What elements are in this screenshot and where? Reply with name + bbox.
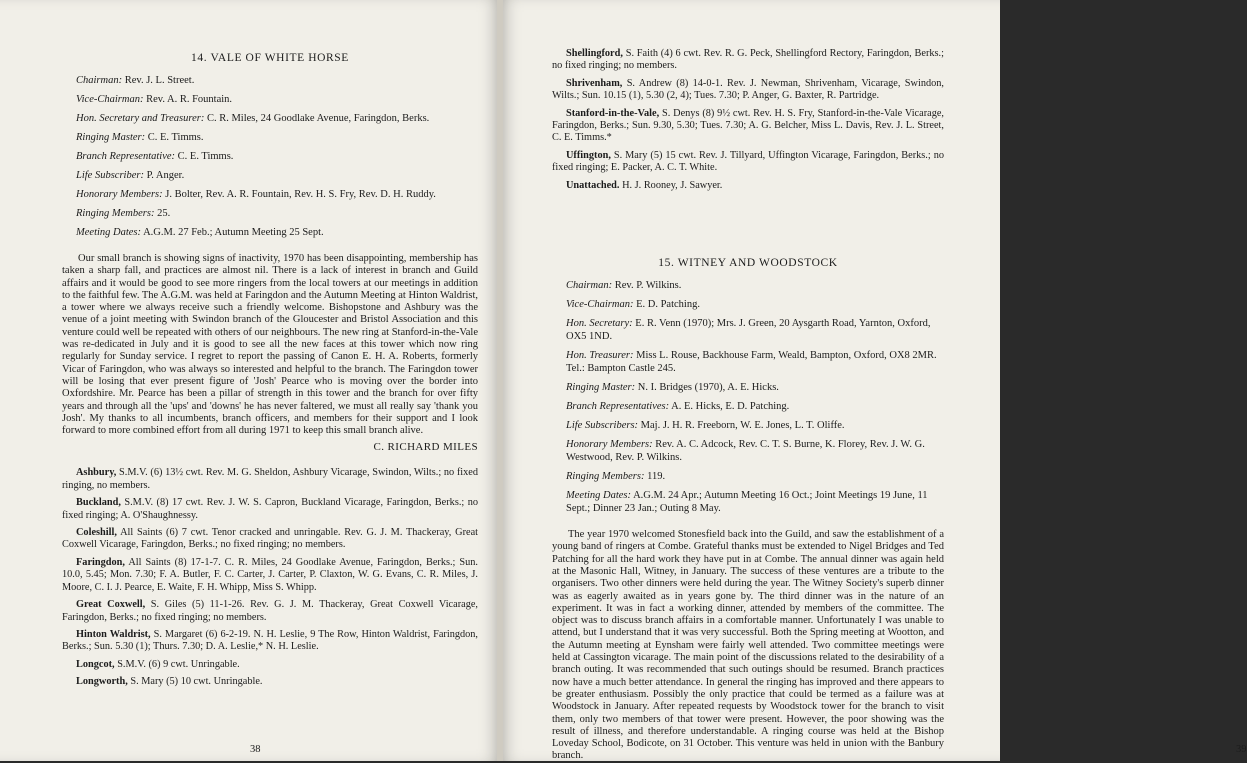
tower-list bbox=[62, 467, 478, 688]
tower-entry: Great Coxwell, S. Giles (5) 11-1-26. Rev. G. J. M. Thackeray, Great Coxwell Vicarage, Faringdon, Berks.; no fixed ringing; no members. bbox=[62, 599, 478, 623]
officer-row: Ringing Members: 119. bbox=[566, 471, 666, 483]
officer-row: Ringing Members: 25. bbox=[76, 208, 171, 219]
tower-entry: Shrivenham, S. Andrew (8) 14-0-1. Rev. J. Newman, Shrivenham, Vicarage, Swindon, Wilts.; Sun. 10.15 (1), 5.30 (2, 4); Tues. 7.30; P. Anger, G. Baxter, R. Partridge. bbox=[552, 77, 944, 102]
officer-row: Meeting Dates: A.G.M. 27 Feb.; Autumn Meeting 25 Sept. bbox=[76, 227, 324, 238]
officer-row: Meeting Dates: A.G.M. 24 Apr.; Autumn Meeting 16 Oct.; Joint Meetings 19 June, 11 Sept.; Dinner 23 Jan.; Outing 8 May. bbox=[566, 490, 928, 515]
officer-row: Ringing Master: N. I. Bridges (1970), A. E. Hicks. bbox=[566, 382, 779, 394]
branch-heading: 15. WITNEY AND WOODSTOCK bbox=[658, 257, 838, 270]
officer-row: Chairman: Rev. P. Wilkins. bbox=[566, 280, 682, 292]
officer-row: Branch Representative: C. E. Timms. bbox=[76, 151, 234, 162]
tower-entry: Coleshill, All Saints (6) 7 cwt. Tenor cracked and unringable. Rev. G. J. M. Thackeray, Great Coxwell Vicarage, Faringdon, Berks.; no fixed ringing; no members. bbox=[62, 527, 478, 551]
tower-entry: Longworth, S. Mary (5) 10 cwt. Unringable. bbox=[76, 676, 263, 688]
page-number: 39 bbox=[1236, 744, 1247, 755]
officer-row: Honorary Members: Rev. A. C. Adcock, Rev. C. T. S. Burne, K. Florey, Rev. J. W. G. Westwood, Rev. P. Wilkins. bbox=[566, 439, 925, 464]
branch-heading: 14. VALE OF WHITE HORSE bbox=[191, 52, 349, 64]
branch-report: Our small branch is showing signs of inactivity, 1970 has been disappointing, membership has taken a sharp fall, and practices are almost nil. There is a lack of interest in branch and Guild affairs and it would be good to see more ringers from the local towers at our meetings in addition to the faithful few. The A.G.M. was held at Faringdon and the Autumn Meeting at Hinton Waldrist, a tower where we always receive such a friendly welcome. Bishopstone and Ashbury was the venue of a joint meeting with Swindon branch of the Gloucester and Bristol Association and this venture could well be repeated with others of our neighbours. The new ring at Stanford-in-the-Vale was re-dedicated in July and it is good to see all the new faces at this tower which now ring regularly for Sunday service. I regret to report the passing of Canon E. H. A. Roberts, formerly Vicar of Faringdon, who was always so interested and helpful to the branch. The Faringdon tower will be losing that ever present figure of 'Josh' Pearce who is moving over the border into Oxfordshire. Mr. Pearce has been a pillar of strength in this tower and the branch for over fifty years and through all the 'ups' and 'downs' he has never faltered, we must all really say 'thank you Josh'. My thanks to all incumbents, branch officers, and members for their support and I look forward to more combined effort from all during 1971 to keep this small branch alive. bbox=[62, 253, 478, 437]
officers-list bbox=[62, 74, 478, 239]
tower-entry: Shellingford, S. Faith (4) 6 cwt. Rev. R. G. Peck, Shellingford Rectory, Faringdon, Berks.; no fixed ringing; no members. bbox=[552, 48, 944, 72]
tower-entry: Longcot, S.M.V. (6) 9 cwt. Unringable. bbox=[76, 658, 240, 670]
officer-row: Branch Representatives: A. E. Hicks, E. D. Patching. bbox=[566, 401, 790, 413]
left-page bbox=[0, 0, 500, 761]
officer-row: Ringing Master: C. E. Timms. bbox=[76, 132, 204, 143]
tower-entry: Unattached. H. J. Rooney, J. Sawyer. bbox=[566, 179, 723, 191]
officer-row: Hon. Secretary: E. R. Venn (1970); Mrs. J. Green, 20 Aysgarth Road, Yarnton, Oxford, OX5 1ND. bbox=[566, 318, 931, 343]
officer-row: Vice-Chairman: E. D. Patching. bbox=[566, 299, 700, 311]
page-number: 38 bbox=[250, 744, 261, 755]
officer-row: Life Subscribers: Maj. J. H. R. Freeborn, W. E. Jones, L. T. Oliffe. bbox=[566, 420, 845, 432]
officer-row: Hon. Treasurer: Miss L. Rouse, Backhouse Farm, Weald, Bampton, Oxford, OX8 2MR. Tel.: Bampton Castle 245. bbox=[566, 350, 937, 375]
right-page bbox=[500, 0, 1247, 762]
tower-entry: Stanford-in-the-Vale, S. Denys (8) 9½ cwt. Rev. H. S. Fry, Stanford-in-the-Vale Vicarage, Faringdon, Berks.; Sun. 9.30, 5.30; Tues. 7.30; A. G. Belcher, Miss L. Davis, Rev. J. L. Street, C. E. Timms.* bbox=[552, 107, 944, 144]
tower-entry: Uffington, S. Mary (5) 15 cwt. Rev. J. Tillyard, Uffington Vicarage, Faringdon, Berks.; no fixed ringing; E. Packer, A. C. T. White. bbox=[552, 149, 944, 174]
officer-row: Life Subscriber: P. Anger. bbox=[76, 170, 185, 181]
officer-row: Chairman: Rev. J. L. Street. bbox=[76, 75, 195, 86]
tower-entry: Buckland, S.M.V. (8) 17 cwt. Rev. J. W. S. Capron, Buckland Vicarage, Faringdon, Berks.; no fixed ringing; A. O'Shaughnessy. bbox=[62, 497, 478, 521]
book-gutter bbox=[497, 0, 503, 761]
tower-entry: Ashbury, S.M.V. (6) 13½ cwt. Rev. M. G. Sheldon, Ashbury Vicarage, Swindon, Wilts.; no fixed ringing, no members. bbox=[62, 467, 478, 491]
officer-row: Vice-Chairman: Rev. A. R. Fountain. bbox=[76, 94, 233, 105]
officers-list bbox=[552, 279, 944, 515]
report-signature: C. RICHARD MILES bbox=[373, 441, 478, 454]
section-gap bbox=[552, 197, 944, 253]
tower-entry: Faringdon, All Saints (8) 17-1-7. C. R. Miles, 24 Goodlake Avenue, Faringdon, Berks.; Sun. 10.0, 5.45; Mon. 7.30; F. A. Butler, F. C. Carter, J. Carter, P. Claxton, W. G. Evans, C. R. Miles, J. Moore, C. I. J. Pearce, E. Waite, F. H. Whipp, Miss S. Whipp. bbox=[62, 556, 478, 593]
branch-report: The year 1970 welcomed Stonesfield back into the Guild, and saw the establishment of a young band of ringers at Combe. Grateful thanks must be extended to Nigel Bridges and Ted Patching for all the hard work they have put in at Combe. The annual dinner was again held at the Masonic Hall, Witney, in January. The success of these ventures are a tribute to the organisers. Two other dinners were held during the year. The Witney Society's superb dinner was as eagerly awaited as in years gone by. The third dinner was in the nature of an experiment. It was in fact a working dinner, attended by members of the committee. The object was to discuss branch affairs in a comfortable manner. Unfortunately I was unable to attend, but I understand that it was very successful. Both the Spring meeting at Wootton, and the Autumn meeting at Eynsham were fairly well attended. Two committee meetings were held at Cassington vicarage. The main point of the discussions related to the desirability of a branch outing. It was recommended that such outings should be resumed. Branch practices now have a much better attendance. In general the ringing has improved and there appears to be greater enthusiasm. Possibly the only practice that could be termed as a failure was at Woodstock in January. After repeated requests by Woodstock tower for the branch to visit them, only two members of that tower were present. However, the poor showing was the result of illness, and therefore understandable. A ringing course was held at the Bishop Loveday School, Bodicote, on 31 October. This venture was held in union with the Banbury branch. bbox=[552, 529, 944, 762]
tower-entry: Hinton Waldrist, S. Margaret (6) 6-2-19. N. H. Leslie, 9 The Row, Hinton Waldrist, Faringdon, Berks.; Sun. 5.30 (1); Thurs. 7.30; D. A. Leslie,* N. H. Leslie. bbox=[62, 628, 479, 653]
tower-list bbox=[552, 48, 944, 192]
officer-row: Hon. Secretary and Treasurer: C. R. Miles, 24 Goodlake Avenue, Faringdon, Berks. bbox=[76, 113, 430, 124]
officer-row: Honorary Members: J. Bolter, Rev. A. R. Fountain, Rev. H. S. Fry, Rev. D. H. Ruddy. bbox=[76, 189, 436, 200]
